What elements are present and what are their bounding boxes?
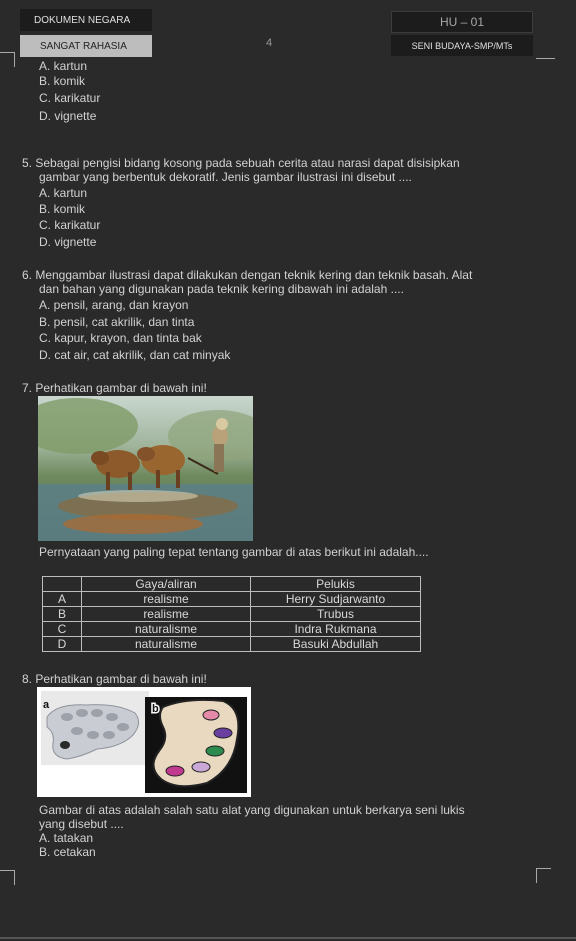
subject-label <box>391 35 533 56</box>
q6-option-c: C. kapur, krayon, dan tinta bak <box>39 331 202 345</box>
q5-option-c: C. karikatur <box>39 218 101 232</box>
q6-option-d: D. cat air, cat akrilik, dan cat minyak <box>39 348 231 362</box>
corner-mark-top-right <box>536 58 555 59</box>
q5-option-d: D. vignette <box>39 235 97 249</box>
table-header-key <box>43 577 82 592</box>
table-cell-pelukis: Indra Rukmana <box>251 622 421 637</box>
table-cell-gaya: realisme <box>82 607 251 622</box>
q5-stem-line2: gambar yang berbentuk dekoratif. Jenis gambar ilustrasi ini disebut .... <box>39 170 412 184</box>
q5-stem-line1: 5. Sebagai pengisi bidang kosong pada sebuah cerita atau narasi dapat disisipkan <box>22 156 460 170</box>
table-cell-pelukis: Trubus <box>251 607 421 622</box>
q8-caption-line2: yang disebut .... <box>39 817 124 831</box>
table-row <box>43 637 421 652</box>
palette-pictures <box>37 687 251 797</box>
table-cell-gaya: naturalisme <box>82 622 251 637</box>
exam-code <box>391 11 533 33</box>
answer-table <box>42 576 421 652</box>
q7-stem: 7. Perhatikan gambar di bawah ini! <box>22 381 207 395</box>
table-cell-pelukis: Basuki Abdullah <box>251 637 421 652</box>
table-cell-gaya: realisme <box>82 592 251 607</box>
q4-option-d: D. vignette <box>39 109 97 123</box>
corner-mark-bottom-right <box>536 868 551 883</box>
table-cell-key: C <box>43 622 82 637</box>
q4-option-a: A. kartun <box>39 59 88 73</box>
bottom-divider <box>0 937 576 939</box>
label-b: b <box>152 703 159 715</box>
q6-stem-line1: 6. Menggambar ilustrasi dapat dilakukan dengan teknik kering dan teknik basah. Alat <box>22 268 473 282</box>
q8-caption-line1: Gambar di atas adalah salah satu alat yang digunakan untuk berkarya seni lukis <box>39 803 465 817</box>
q5-stem <box>22 156 537 184</box>
q6-option-b: B. pensil, cat akrilik, dan tinta <box>39 315 195 329</box>
table-row <box>43 592 421 607</box>
q7-caption: Pernyataan yang paling tepat tentang gambar di atas berikut ini adalah.... <box>39 545 429 559</box>
q4-option-b: B. komik <box>39 74 86 88</box>
page-number: 4 <box>266 37 273 49</box>
q4-option-c: C. karikatur <box>39 91 101 105</box>
q5-option-b: B. komik <box>39 202 86 216</box>
corner-mark-top-left <box>0 52 15 67</box>
table-header-gaya: Gaya/aliran <box>82 577 251 592</box>
q8-option-a: A. tatakan <box>39 831 94 845</box>
table-header-pelukis: Pelukis <box>251 577 421 592</box>
label-a: a <box>43 699 50 711</box>
q6-stem <box>22 268 537 296</box>
secret-label <box>20 35 152 57</box>
subject-label-text: SENI BUDAYA-SMP/MTs <box>411 40 513 51</box>
table-cell-gaya: naturalisme <box>82 637 251 652</box>
corner-mark-bottom-left <box>0 870 15 885</box>
table-row <box>43 607 421 622</box>
buffalo-plowing-painting <box>38 396 253 541</box>
q8-caption <box>39 803 519 859</box>
q6-option-a: A. pensil, arang, dan krayon <box>39 298 189 312</box>
table-cell-key: D <box>43 637 82 652</box>
table-cell-pelukis: Herry Sudjarwanto <box>251 592 421 607</box>
q8-option-b: B. cetakan <box>39 845 96 859</box>
table-cell-key: A <box>43 592 82 607</box>
document-label <box>20 9 152 31</box>
table-cell-key: B <box>43 607 82 622</box>
q5-option-a: A. kartun <box>39 186 88 200</box>
table-header-row <box>43 577 421 592</box>
table-row <box>43 622 421 637</box>
q6-stem-line2: dan bahan yang digunakan pada teknik kering dibawah ini adalah .... <box>39 282 404 296</box>
secret-label-text: SANGAT RAHASIA <box>40 40 127 52</box>
document-label-text: DOKUMEN NEGARA <box>34 14 131 26</box>
q8-stem: 8. Perhatikan gambar di bawah ini! <box>22 672 207 686</box>
exam-code-text: HU – 01 <box>439 15 485 29</box>
